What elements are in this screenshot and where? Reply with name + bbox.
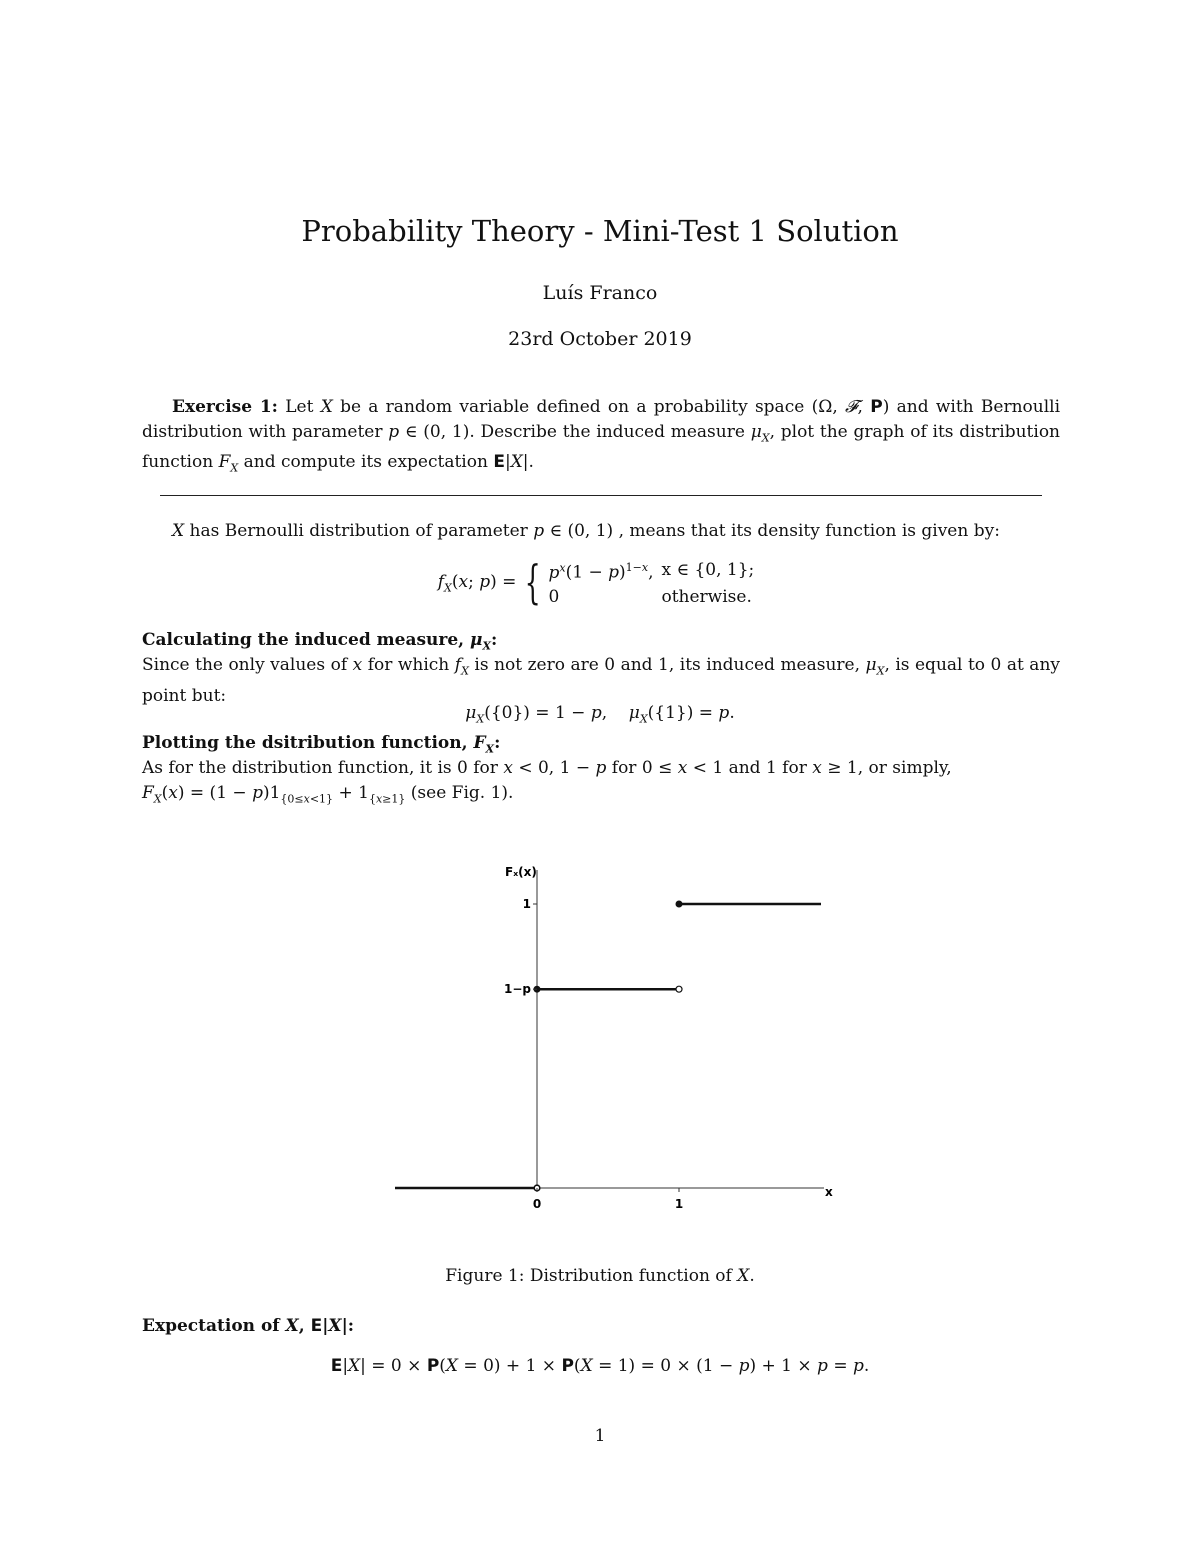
bernoulli-text: has Bernoulli distribution of parameter [184, 521, 534, 541]
exercise-text: . Describe the induced measure [469, 421, 751, 442]
y-tick-label: 1 [522, 897, 531, 911]
open-point [676, 986, 682, 992]
plotting-text-part: As for the distribution function, it is 0 for [142, 758, 504, 778]
page-number: 1 [594, 1426, 606, 1446]
induced-text: is not zero are 0 and 1, its induced measure, [468, 655, 866, 675]
exercise-text: and with Bernoulli distribution with parameter [142, 397, 1061, 442]
plotting-text-part: , or simply, [857, 758, 952, 778]
horizontal-rule [160, 495, 1042, 496]
section-heading: Plotting the dsitribution function, [142, 733, 474, 753]
bernoulli-text: , means that its density function is given by: [613, 521, 1000, 541]
x-tick-label: 0 [532, 1197, 542, 1211]
y-tick-label: 1−p [504, 982, 531, 997]
exercise-statement: Exercise 1: Let X be a random variable defined on a probability space (Ω, 𝓕, P) and with Bernoulli distribution with parameter p ∈ (0, 1). Describe the induced measure $\mu_X$, plot the graph of its distribution function $F_X$ and compute its expectation E|X|. [142, 397, 1061, 475]
expectation-equation: E|X| = 0 × P(X = 0) + 1 × P(X = 1) = 0 × (1 − p) + 1 × p = p. [330, 1356, 870, 1376]
distribution-function-chart [380, 850, 840, 1220]
closed-point [676, 901, 683, 908]
exercise-label: Exercise 1: [172, 397, 278, 417]
y-axis-label: Fₓ(x) [505, 865, 537, 879]
induced-measure-heading: Calculating the induced measure, $\mu_X$: [142, 630, 498, 653]
induced-text: for which [362, 655, 455, 675]
plotting-text-part: for [606, 758, 642, 778]
exercise-text: , plot the graph of its distribution function [142, 421, 1061, 473]
density-cases: $p^x(1 - p)^{1-x}$, x ∈ {0, 1}; 0 otherwise. [549, 556, 763, 609]
caption-text: Figure 1: Distribution function of [445, 1266, 738, 1286]
x-axis-label: x [825, 1185, 833, 1199]
expectation-heading: Expectation of X, E|X|: [142, 1316, 355, 1336]
page-title: Probability Theory - Mini-Test 1 Solution [301, 214, 899, 248]
plotting-text-part: (see Fig. 1). [405, 782, 514, 803]
author: Luís Franco [542, 282, 658, 304]
bernoulli-paragraph: X has Bernoulli distribution of parameter p ∈ (0, 1) , means that its density function is given by: [172, 521, 1000, 541]
case-condition: x ∈ {0, 1}; [661, 560, 755, 581]
induced-text: Since the only values of [142, 655, 353, 675]
plotting-text-part: and 1 for [723, 758, 813, 778]
date: 23rd October 2019 [508, 328, 692, 350]
exercise-text: be a random variable defined on a probability space [332, 397, 812, 417]
section-heading: Calculating the induced measure, [142, 630, 471, 650]
case-value: 0 [548, 586, 560, 607]
plotting-heading: Plotting the dsitribution function, $F_X$: [142, 733, 501, 756]
section-heading: Expectation of [142, 1316, 286, 1336]
induced-measure-text: Since the only values of x for which $f_X$ is not zero are 0 and 1, its induced measure, $\mu_X$, is equal to 0 at any point but: [142, 655, 1060, 706]
exercise-text: . [528, 452, 534, 473]
induced-measure-equation: $\mu_X(\{0\}) = 1 - p$, $\mu_X(\{1\}) = p$. [465, 703, 735, 726]
case-condition: otherwise. [661, 586, 752, 607]
density-equation: $f_X(x$; p) = { $p^x(1 - p)^{1-x}$, x ∈ {0, 1}; 0 otherwise. [0, 556, 1200, 609]
x-tick-label: 1 [674, 1197, 684, 1211]
plotting-text: As for the distribution function, it is 0 for x < 0, 1 − p for 0 ≤ x < 1 and 1 for x ≥ 1, or simply, $F_X(x) = (1 - p)1_{\{0\le x<1\}} + 1_{\{x\ge 1\}}$ (see Fig. 1). [142, 758, 952, 805]
exercise-text: Let [277, 397, 321, 417]
plotting-text-part: , [548, 758, 560, 778]
figure-caption: Figure 1: Distribution function of X. [445, 1266, 755, 1286]
induced-text: , is equal to 0 at any point but: [142, 655, 1060, 706]
exercise-text: and compute its expectation [238, 452, 494, 473]
